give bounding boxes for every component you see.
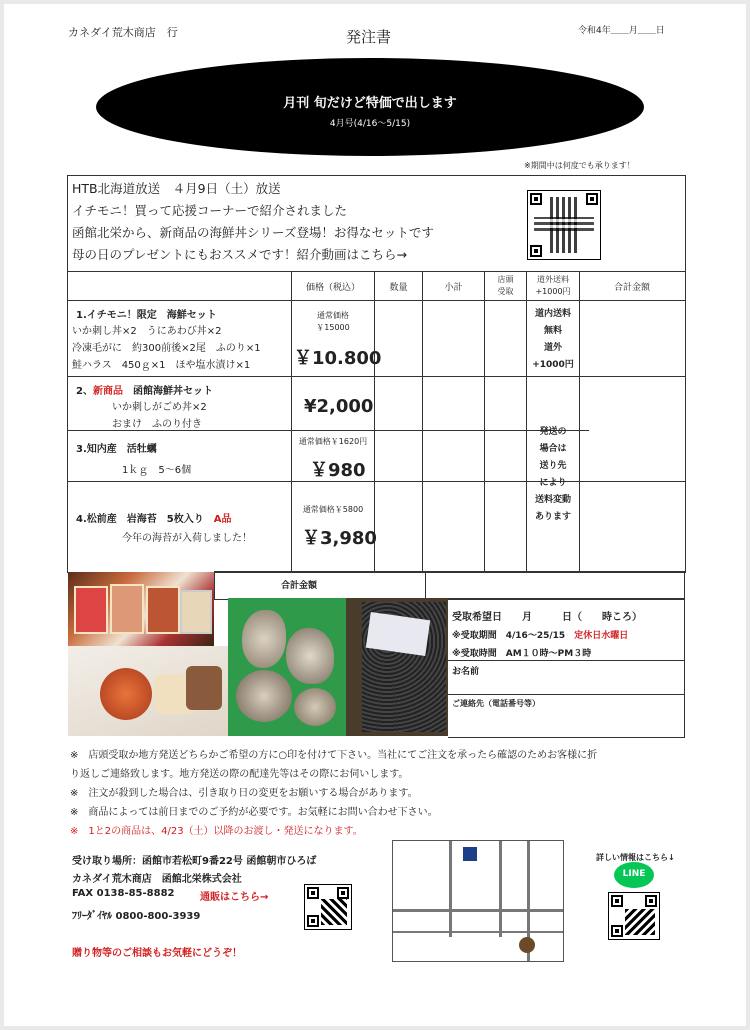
intro-line: HTB北海道放送 ４月9日（土）放送 — [72, 181, 281, 196]
item-4-regular: 通常価格￥5800 — [302, 505, 364, 514]
item-1-name: 1.イチモニ！限定 海鮮セット — [76, 310, 217, 321]
col-shipping: 道外送料 +1000円 — [535, 275, 571, 296]
details-label: 詳しい情報はこちら↓ — [596, 853, 675, 862]
pickup-address: 受け取り場所：函館市若松町9番22号 函館朝市ひろば — [72, 856, 317, 867]
intro-line: 母の日のプレゼントにもおススメです！紹介動画はこちら→ — [72, 247, 407, 262]
item-2-details: いか刺しがごめ丼×2 おまけ ふのり付き — [112, 402, 207, 430]
shop-qr-code[interactable] — [304, 884, 352, 930]
item-3-name: 3.知内産 活牡蠣 — [76, 444, 157, 455]
item-1-details: いか刺し丼×2 うにあわび丼×2 冷凍毛がに 約300前後×2尾 ふのり×1 鮭ハラス 450ｇ×1 ほや塩水漬け×1 — [72, 326, 261, 371]
line-label: LINE — [622, 869, 646, 879]
seaweed-photo — [346, 598, 448, 736]
access-map — [392, 840, 564, 962]
online-shop-link[interactable]: 通販はこちら→ — [200, 892, 269, 903]
item-1-regular: 通常価格 ￥15000 — [316, 311, 350, 332]
map-marker-icon — [463, 847, 477, 861]
item-1-price: ￥10.800 — [294, 348, 382, 369]
video-qr-code[interactable] — [527, 190, 601, 260]
repeat-note: ※期間中は何度でも承ります！ — [524, 161, 635, 170]
date-field[interactable]: 令和4年＿＿月＿＿日 — [578, 26, 665, 36]
total-label: 合計金額 — [280, 581, 317, 591]
oyster-photo — [228, 598, 346, 736]
col-subtotal: 小計 — [444, 283, 463, 293]
item-4-name: 4.松前産 岩海苔 5枚入り A品 — [76, 514, 232, 525]
fax-number: FAX 0138-85-8882 — [72, 888, 175, 899]
note-line: り返しご連絡致します。地方発送の際の配達先等はその際にお伺いします。 — [70, 769, 409, 780]
banner-title: 月刊 旬だけど特価で出します — [283, 96, 457, 111]
item-3-price: ￥980 — [310, 460, 366, 481]
contact-field[interactable]: ご連絡先（電話番号等） — [452, 699, 540, 708]
item-4-price: ￥3,980 — [302, 528, 377, 549]
intro-line: 函館北栄から、新商品の海鮮丼シリーズ登場！お得なセットです — [72, 225, 434, 240]
gift-note: 贈り物等のご相談もお気軽にどうぞ！ — [72, 948, 242, 959]
seafood-set-photo — [68, 572, 214, 646]
pickup-date-field[interactable]: 受取希望日 月 日（ 時ころ） — [452, 612, 642, 623]
note-line: ※ 商品によっては前日までのご予約が必要です。お気軽にお問い合わせ下さい。 — [70, 807, 438, 818]
total-amount-field[interactable] — [424, 571, 685, 600]
col-price: 価格（税込） — [305, 283, 360, 293]
shipping-note-2: 発送の 場合は 送り先 により 送料変動 あります — [534, 427, 571, 522]
shipping-note-1: 道内送料 無料 道外 +1000円 — [532, 309, 574, 370]
col-qty: 数量 — [389, 283, 408, 293]
col-pickup: 店頭 受取 — [497, 275, 514, 296]
order-form-sheet — [4, 4, 746, 1026]
item-2-price: ¥2,000 — [304, 396, 374, 417]
item-3-regular: 通常価格￥1620円 — [298, 437, 368, 446]
recipient-text: カネダイ荒木商店 行 — [68, 26, 178, 39]
note-line: ※ 店頭受取か地方発送どちらかご希望の方に○印を付けて下さい。当社にてご注文を承ったら確認のためお客様に折 — [70, 750, 598, 761]
page-title: 発注書 — [346, 28, 392, 46]
intro-text — [72, 178, 434, 266]
crab-photo — [68, 646, 228, 736]
line-qr-code[interactable] — [608, 892, 660, 940]
intro-line: イチモニ！買って応援コーナーで紹介されました — [72, 203, 348, 218]
pickup-period: ※受取期間 4/16〜25/15 定休日水曜日 — [452, 631, 629, 641]
notes-block — [70, 746, 597, 841]
company-names: カネダイ荒木商店 函館北栄株式会社 — [72, 874, 242, 885]
landmark-icon — [519, 937, 535, 953]
pickup-time: ※受取時間 AM１０時〜PM３時 — [452, 649, 592, 659]
note-line: ※ 注文が殺到した場合は、引き取り日の変更をお願いする場合があります。 — [70, 788, 418, 799]
banner-subtitle: 4月号(4/16〜5/15) — [329, 119, 411, 129]
item-2-name: 2、新商品 函館海鮮丼セット — [76, 386, 213, 397]
name-field[interactable]: お名前 — [452, 667, 480, 677]
freedial-number: ﾌﾘｰﾀﾞｲﾔﾙ 0800-800-3939 — [72, 911, 201, 922]
col-total: 合計金額 — [613, 283, 650, 293]
note-line: ※ 1と2の商品は、4/23（土）以降のお渡し・発送になります。 — [70, 826, 363, 837]
item-4-details: 今年の海苔が入荷しました！ — [122, 533, 252, 544]
item-3-details: 1ｋｇ 5〜6個 — [122, 465, 192, 476]
